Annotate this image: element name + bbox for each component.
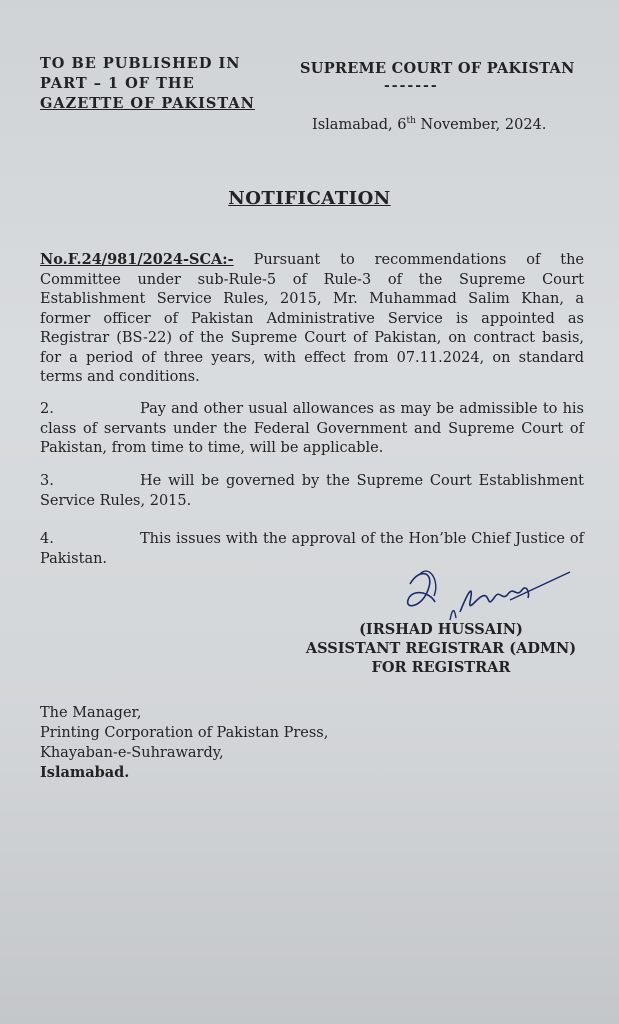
signatory-for: FOR REGISTRAR bbox=[371, 659, 511, 676]
signature-block bbox=[296, 620, 586, 677]
paragraph-2-number: 2. bbox=[40, 401, 54, 417]
paragraph-4-number: 4. bbox=[40, 531, 54, 547]
date-prefix: Islamabad, 6 bbox=[312, 116, 407, 133]
court-divider: ------- bbox=[384, 78, 439, 94]
paragraph-3-number: 3. bbox=[40, 473, 54, 489]
paragraph-4-text: This issues with the approval of the Hon’ble Chief Justice of Pakistan. bbox=[40, 531, 584, 567]
reference-number: No.F.24/981/2024-SCA:- bbox=[40, 251, 234, 268]
issue-date bbox=[312, 116, 546, 133]
paragraph-3 bbox=[40, 472, 584, 511]
gazette-publication-note bbox=[40, 54, 260, 114]
paragraph-1-text: Pursuant to recommendations of the Committee under sub-Rule-5 of Rule-3 of the Supreme Court Establishment Service Rules, 2015, Mr. Muhammad Salim Khan, a former officer of Pakistan Administrative Service is appointed as Registrar (BS-22) of the Supreme Court of Pakistan, on contract basis, for a period of three years, with effect from 07.11.2024, on standard terms and conditions. bbox=[40, 252, 584, 385]
date-ordinal: th bbox=[406, 116, 416, 126]
paragraph-2 bbox=[40, 400, 584, 459]
signatory-designation: ASSISTANT REGISTRAR (ADMN) bbox=[305, 640, 577, 657]
date-suffix: November, 2024. bbox=[415, 116, 547, 133]
notification-title: NOTIFICATION bbox=[228, 188, 391, 209]
addressee-line-3: Khayaban-e-Suhrawardy, bbox=[40, 745, 224, 761]
gazette-line-3: GAZETTE OF PAKISTAN bbox=[40, 95, 255, 112]
addressee-line-1: The Manager, bbox=[40, 705, 142, 721]
signatory-name: (IRSHAD HUSSAIN) bbox=[359, 621, 523, 638]
paragraph-1 bbox=[40, 250, 584, 388]
gazette-line-2: PART – 1 OF THE bbox=[40, 75, 195, 92]
paragraph-2-text: Pay and other usual allowances as may be admissible to his class of servants under the Federal Government and Supreme Court of Pakistan, from time to time, will be applicable. bbox=[40, 401, 584, 456]
addressee-line-4: Islamabad. bbox=[40, 764, 130, 781]
paragraph-3-text: He will be governed by the Supreme Court Establishment Service Rules, 2015. bbox=[40, 473, 584, 509]
gazette-line-1: TO BE PUBLISHED IN bbox=[40, 55, 241, 72]
addressee-line-2: Printing Corporation of Pakistan Press, bbox=[40, 725, 329, 741]
addressee-block bbox=[40, 703, 328, 783]
court-name: SUPREME COURT OF PAKISTAN bbox=[300, 60, 575, 77]
